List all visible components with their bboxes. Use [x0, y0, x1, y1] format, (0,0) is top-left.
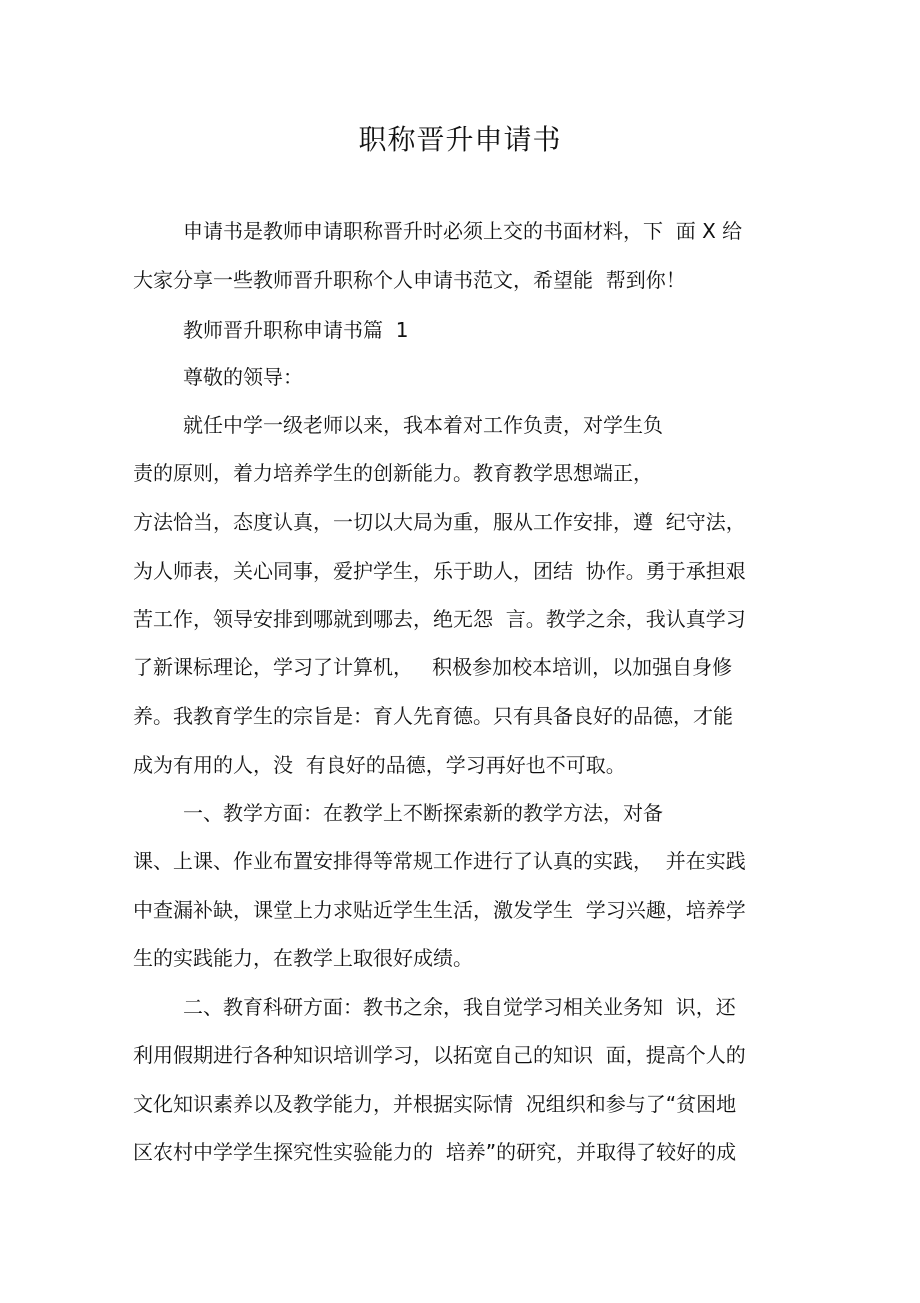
paragraph-line: 为人师表，关心同事，爱护学生，乐于助人，团结 协作。勇于承担艰 [133, 559, 746, 583]
paragraph-line: 文化知识素养以及教学能力，并根据实际情 况组织和参与了“贫困地 [133, 1092, 737, 1116]
paragraph-line: 大家分享一些教师晋升职称个人申请书范文，希望能 帮到你！ [133, 268, 686, 292]
paragraph-line: 责的原则，着力培养学生的创新能力。教育教学思想端正， [133, 461, 653, 485]
paragraph-line: 利用假期进行各种知识培训学习，以拓宽自己的知识 面，提高个人的 [133, 1043, 746, 1067]
paragraph-line: 区农村中学学生探究性实验能力的 培养”的研究，并取得了较好的成 [133, 1140, 737, 1164]
section-heading: 教师晋升职称申请书篇 1 [183, 318, 409, 342]
paragraph-line: 一、教学方面：在教学上不断探索新的教学方法，对备 [183, 801, 663, 825]
paragraph-line: 养。我教育学生的宗旨是：育人先育德。只有具备良好的品德，才能 [133, 704, 733, 728]
paragraph-line: 成为有用的人，没 有良好的品德，学习再好也不可取。 [133, 753, 626, 777]
paragraph-line: 申请书是教师申请职称晋升时必须上交的书面材料，下 面 X 给 [183, 219, 743, 243]
paragraph-line: 了新课标理论，学习了计算机， 积极参加校本培训，以加强自身修 [133, 655, 733, 679]
paragraph-line: 苦工作，领导安排到哪就到哪去，绝无怨 言。教学之余，我认真学习 [133, 607, 746, 631]
paragraph-line: 生的实践能力，在教学上取很好成绩。 [133, 946, 473, 970]
paragraph-line: 课、上课、作业布置安排得等常规工作进行了认真的实践， 并在实践 [133, 849, 746, 873]
document-title: 职称晋升申请书 [358, 123, 562, 156]
paragraph-line: 就任中学一级老师以来，我本着对工作负责，对学生负 [183, 413, 663, 437]
paragraph-line: 中查漏补缺，课堂上力求贴近学生生活，激发学生 学习兴趣，培养学 [133, 898, 746, 922]
salutation: 尊敬的领导： [183, 365, 303, 389]
paragraph-line: 方法恰当，态度认真，一切以大局为重，服从工作安排，遵 纪守法， [133, 510, 746, 534]
paragraph-line: 二、教育科研方面：教书之余，我自觉学习相关业务知 识，还 [183, 995, 736, 1019]
